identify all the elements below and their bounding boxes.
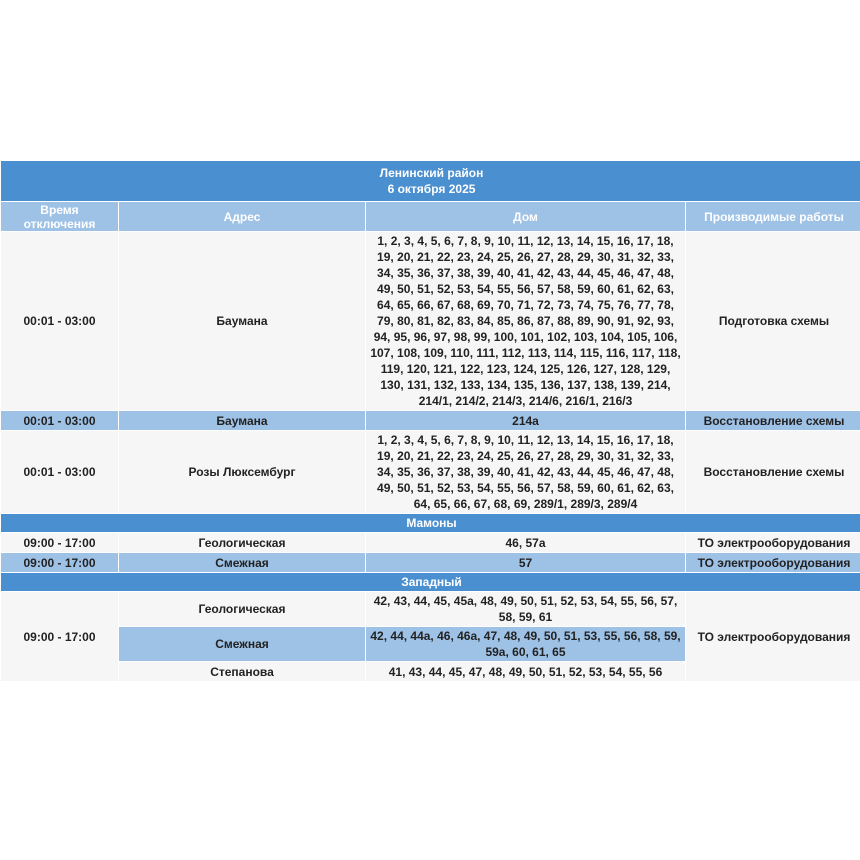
houses-cell: 42, 43, 44, 45, 45а, 48, 49, 50, 51, 52, 53, 54, 55, 56, 57, 58, 59, 61	[366, 592, 685, 626]
column-header-address: Адрес	[119, 202, 365, 231]
time-cell: 00:01 - 03:00	[1, 232, 118, 410]
column-header-work: Производимые работы	[686, 202, 860, 231]
houses-cell: 42, 44, 44а, 46, 46а, 47, 48, 49, 50, 51, 53, 55, 56, 58, 59, 59а, 60, 61, 65	[366, 627, 685, 661]
work-cell: Восстановление схемы	[686, 411, 860, 430]
table-title-row	[1, 161, 860, 201]
section-header-zapadny	[1, 573, 860, 591]
address-cell: Смежная	[119, 553, 365, 572]
work-cell: Подготовка схемы	[686, 232, 860, 410]
district-name: Ленинский район	[379, 166, 484, 180]
table-row	[1, 232, 860, 410]
time-cell: 09:00 - 17:00	[1, 592, 118, 681]
section-header-mamony	[1, 514, 860, 532]
table-row	[1, 592, 860, 626]
section-title: Западный	[1, 573, 860, 591]
houses-cell: 46, 57а	[366, 533, 685, 552]
address-cell: Смежная	[119, 627, 365, 661]
houses-cell: 41, 43, 44, 45, 47, 48, 49, 50, 51, 52, 53, 54, 55, 56	[366, 662, 685, 681]
work-cell: ТО электрооборудования	[686, 553, 860, 572]
column-header-row	[1, 202, 860, 231]
outage-schedule-table	[0, 160, 860, 682]
work-cell: Восстановление схемы	[686, 431, 860, 513]
houses-cell: 1, 2, 3, 4, 5, 6, 7, 8, 9, 10, 11, 12, 13, 14, 15, 16, 17, 18, 19, 20, 21, 22, 23, 24, 25, 26, 27, 28, 29, 30, 31, 32, 33, 34, 35, 36, 37, 38, 39, 40, 41, 42, 43, 44, 45, 46, 47, 48, 49, 50, 51, 52, 53, 54, 55, 56, 57, 58, 59, 60, 61, 62, 63, 64, 65, 66, 67, 68, 69, 70, 71, 72, 73, 74, 75, 76, 77, 78, 79, 80, 81, 82, 83, 84, 85, 86, 87, 88, 89, 90, 91, 92, 93, 94, 95, 96, 97, 98, 99, 100, 101, 102, 103, 104, 105, 106, 107, 108, 109, 110, 111, 112, 113, 114, 115, 116, 117, 118, 119, 120, 121, 122, 123, 124, 125, 126, 127, 128, 129, 130, 131, 132, 133, 134, 135, 136, 137, 138, 139, 214, 214/1, 214/2, 214/3, 214/6, 216/1, 216/3	[366, 232, 685, 410]
table-title	[1, 161, 860, 201]
houses-cell: 57	[366, 553, 685, 572]
table-row-highlighted	[1, 411, 860, 430]
houses-cell: 1, 2, 3, 4, 5, 6, 7, 8, 9, 10, 11, 12, 13, 14, 15, 16, 17, 18, 19, 20, 21, 22, 23, 24, 25, 26, 27, 28, 29, 30, 31, 32, 33, 34, 35, 36, 37, 38, 39, 40, 41, 42, 43, 44, 45, 46, 47, 48, 49, 50, 51, 52, 53, 54, 55, 56, 57, 58, 59, 60, 61, 62, 63, 64, 65, 66, 67, 68, 69, 289/1, 289/3, 289/4	[366, 431, 685, 513]
address-cell: Геологическая	[119, 592, 365, 626]
houses-cell: 214а	[366, 411, 685, 430]
time-cell: 00:01 - 03:00	[1, 431, 118, 513]
column-header-time: Время отключения	[1, 202, 118, 231]
time-cell: 00:01 - 03:00	[1, 411, 118, 430]
column-header-houses: Дом	[366, 202, 685, 231]
table-row	[1, 431, 860, 513]
address-cell: Баумана	[119, 411, 365, 430]
address-cell: Баумана	[119, 232, 365, 410]
table-row-highlighted	[1, 553, 860, 572]
address-cell: Геологическая	[119, 533, 365, 552]
work-cell: ТО электрооборудования	[686, 592, 860, 681]
time-cell: 09:00 - 17:00	[1, 553, 118, 572]
address-cell: Розы Люксембург	[119, 431, 365, 513]
work-cell: ТО электрооборудования	[686, 533, 860, 552]
address-cell: Степанова	[119, 662, 365, 681]
time-cell: 09:00 - 17:00	[1, 533, 118, 552]
table-row	[1, 533, 860, 552]
section-title: Мамоны	[1, 514, 860, 532]
schedule-date: 6 октября 2025	[387, 182, 476, 196]
